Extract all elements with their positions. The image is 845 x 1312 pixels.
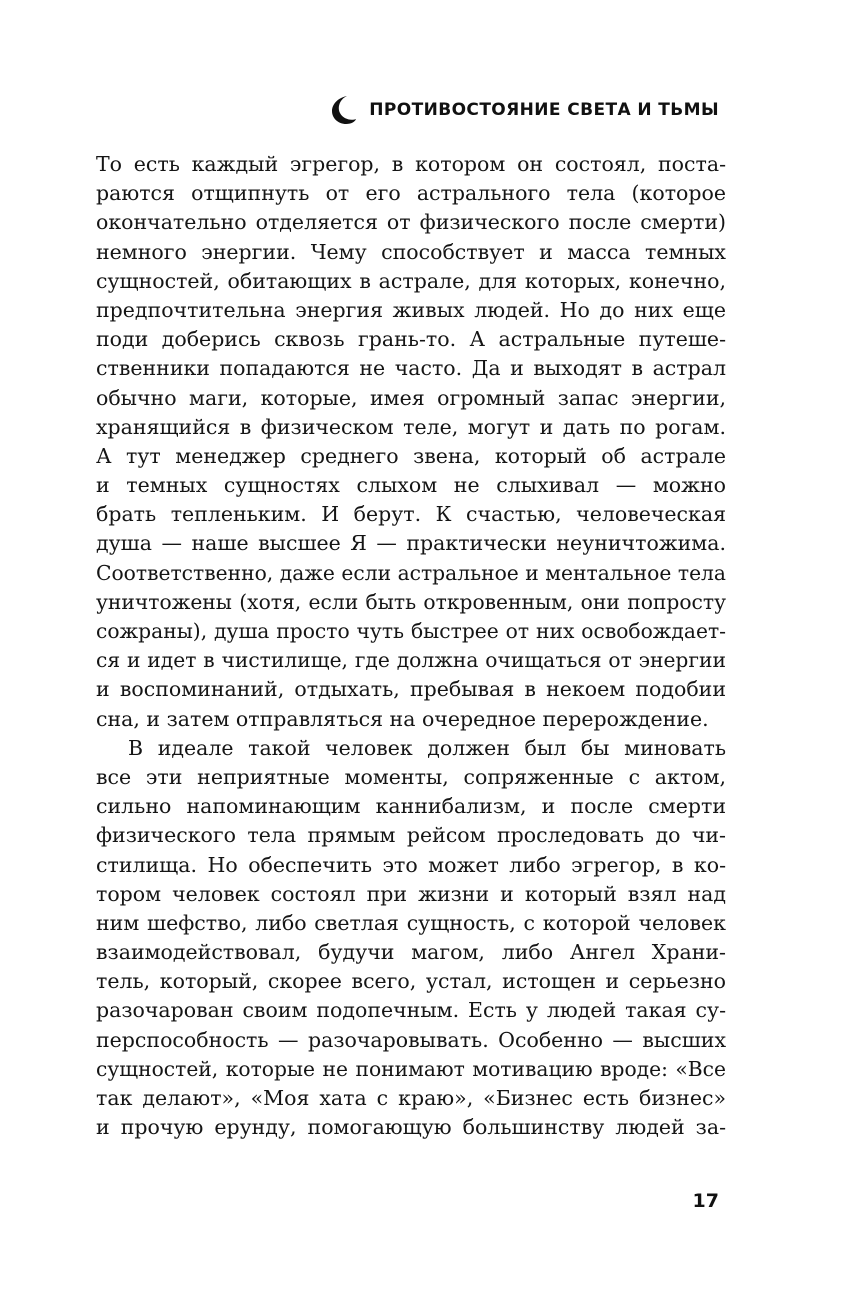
chapter-title: ПРОТИВОСТОЯНИЕ СВЕТА И ТЬМЫ [369, 100, 719, 120]
text-line: сущностей, обитающих в астрале, для которых, конечно, [96, 268, 726, 293]
text-line: обычно маги, которые, имея огромный запас энергии, [96, 385, 726, 410]
text-line: сна, и затем отправляться на очередное перерождение. [96, 706, 709, 731]
text-line: немного энергии. Чему способствует и масса темных [96, 239, 726, 264]
text-line: и воспоминаний, отдыхать, пребывая в некоем подобии [96, 677, 726, 702]
text-line: физического тела прямым рейсом проследовать до чи- [96, 823, 726, 848]
text-line: взаимодействовал, будучи магом, либо Ангел Храни- [96, 940, 726, 965]
text-line: душа — наше высшее Я — практически неуничтожима. [96, 531, 726, 556]
text-line: ственники попадаются не часто. Да и выходят в астрал [96, 356, 726, 381]
text-line: сущностей, которые не понимают мотивацию вроде: «Все [96, 1056, 726, 1081]
text-line: и темных сущностях слыхом не слыхивал — можно [96, 473, 726, 498]
text-line: и прочую ерунду, помогающую большинству людей за- [96, 1115, 726, 1140]
text-line: сильно напоминающим каннибализм, и после смерти [96, 794, 726, 819]
crescent-moon-icon [331, 95, 357, 125]
text-line: разочарован своим подопечным. Есть у людей такая су- [96, 998, 726, 1023]
text-line: ним шефство, либо светлая сущность, с которой человек [96, 910, 726, 935]
text-line: брать тепленьким. И берут. К счастью, человеческая [96, 502, 726, 527]
text-line: сожраны), душа просто чуть быстрее от них освобождает- [96, 619, 726, 643]
text-line: тором человек состоял при жизни и который взял над [96, 881, 726, 906]
text-line: То есть каждый эгрегор, в котором он состоял, поста- [96, 152, 726, 176]
text-line: тель, который, скорее всего, устал, истощен и серьезно [96, 969, 726, 994]
text-line: В идеале такой человек должен был бы миновать [128, 735, 726, 760]
text-line: предпочтительна энергия живых людей. Но до них еще [96, 297, 726, 322]
text-line: хранящийся в физическом теле, могут и дать по рогам. [96, 414, 726, 439]
page-number: 17 [692, 1190, 719, 1212]
text-line: все эти неприятные моменты, сопряженные с актом, [96, 764, 726, 789]
text-line: уничтожены (хотя, если быть откровенным, они попросту [96, 589, 726, 614]
text-line: А тут менеджер среднего звена, который об астрале [96, 443, 726, 468]
text-line: перспособность — разочаровывать. Особенно — высших [96, 1027, 726, 1052]
text-line: окончательно отделяется от физического после смерти) [96, 210, 726, 235]
text-line: стилища. Но обеспечить это может либо эгрегор, в ко- [96, 852, 726, 877]
text-line: так делают», «Моя хата с краю», «Бизнес есть бизнес» [96, 1086, 726, 1110]
text-line: раются отщипнуть от его астрального тела (которое [96, 181, 726, 206]
running-header [331, 92, 719, 128]
body-text [96, 150, 726, 1142]
text-line: поди доберись сквозь грань-то. А астральные путеше- [96, 327, 726, 352]
text-line: ся и идет в чистилище, где должна очищаться от энергии [96, 648, 726, 673]
text-line: Соответственно, даже если астральное и ментальное тела [96, 560, 726, 585]
